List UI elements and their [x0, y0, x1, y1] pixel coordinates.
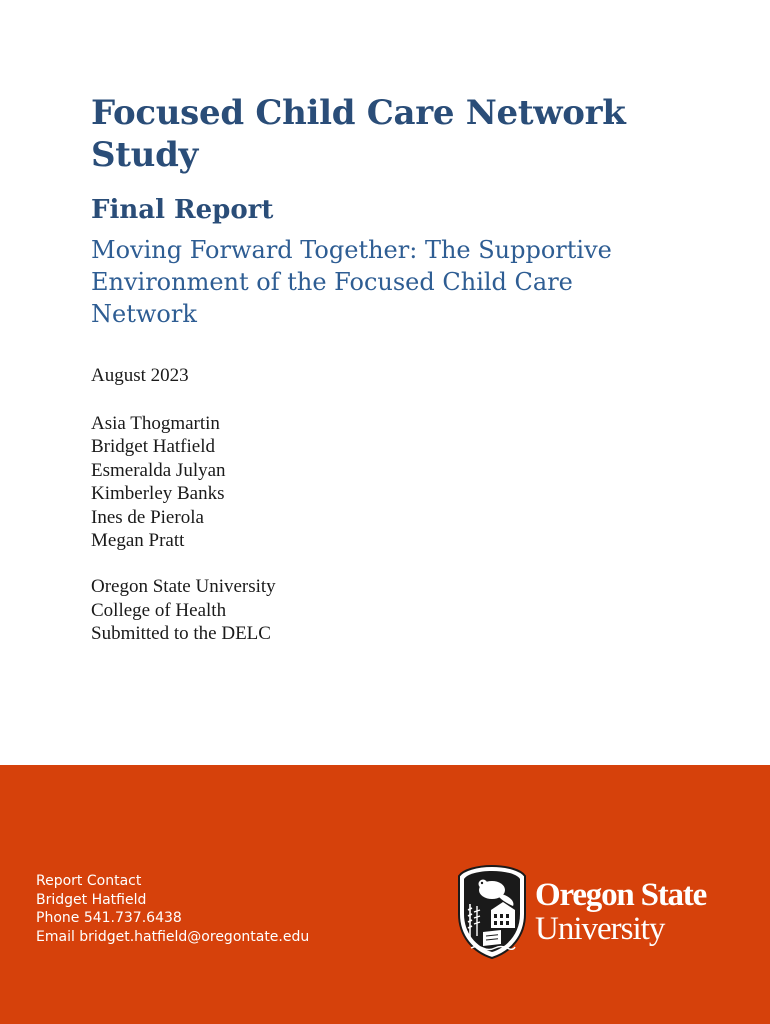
report-date: August 2023 — [91, 365, 189, 386]
osu-wordmark-line2: University — [535, 911, 665, 947]
author-name: Kimberley Banks — [91, 483, 225, 505]
osu-wordmark — [535, 878, 706, 946]
author-name: Asia Thogmartin — [91, 413, 220, 434]
author-list — [91, 412, 731, 552]
author-name: Megan Pratt — [91, 530, 185, 552]
author-name: Esmeralda Julyan — [91, 459, 226, 481]
affiliation-list — [91, 575, 731, 645]
author-name: Ines de Pierola — [91, 506, 204, 528]
contact-phone: Phone 541.737.6438 — [36, 910, 182, 927]
report-contact-block — [36, 872, 309, 946]
author-name: Bridget Hatfield — [91, 436, 215, 458]
report-title: Focused Child Care Network Study — [91, 93, 626, 175]
osu-logo — [455, 864, 755, 960]
cover-content — [91, 92, 731, 646]
contact-name: Bridget Hatfield — [36, 891, 147, 908]
affiliation-submitted-to: Submitted to the DELC — [91, 623, 271, 645]
contact-heading: Report Contact — [36, 873, 142, 889]
affiliation-college: College of Health — [91, 599, 227, 621]
osu-wordmark-line1: Oregon State — [535, 877, 707, 913]
footer-band — [0, 765, 770, 1024]
contact-email: Email bridget.hatfield@oregontate.edu — [36, 928, 310, 945]
beaver-seal-icon — [455, 864, 529, 960]
report-subtitle: Final Report — [91, 195, 274, 225]
report-tagline: Moving Forward Together: The Supportive Environment of the Focused Child Care Network — [91, 236, 612, 328]
affiliation-university: Oregon State University — [91, 576, 276, 598]
